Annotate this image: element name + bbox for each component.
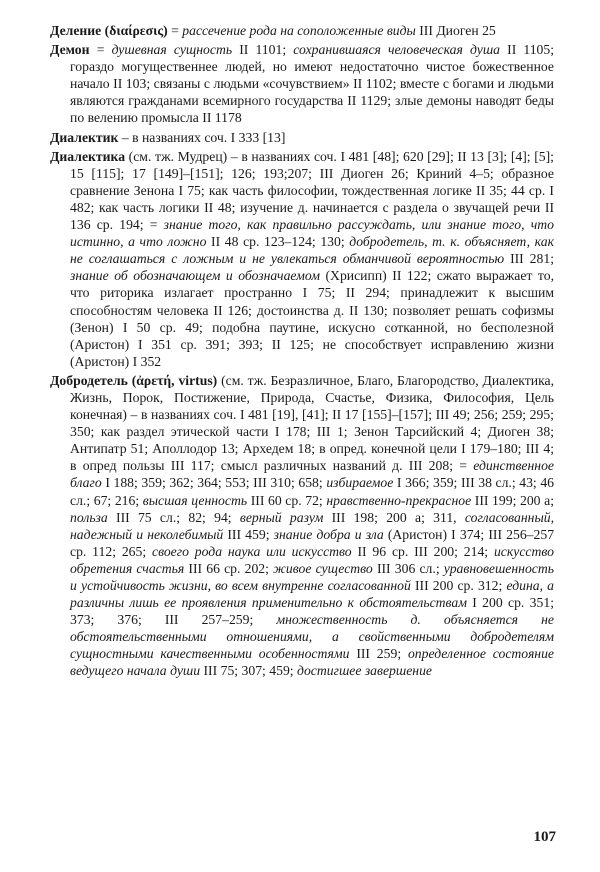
entry-text: III 198; 200 а; 311, — [331, 509, 457, 525]
entry-text: – в названиях соч. I 333 [13] — [121, 129, 286, 145]
entry-text: I 188; 359; 362; 364; 553; III 310; 658; — [105, 475, 323, 491]
entry-text: III Диоген 25 — [419, 23, 496, 38]
definition: достигшее завершение — [297, 663, 433, 679]
definition: верный разум — [239, 509, 324, 525]
entry-text: (Хрисипп) II 122; сжато выражает то, что риторика излагает пространно I 75; II 294; принадлежит к высшим способностям человека II 126; достоинства д. II 130; позволяет решать софизмы (Зенон) I 50 ср. 49; подобна паутине, искусно сотканной, но бесполезной (Аристон) I 351 ср. 391; 393; II 125; не способствует исправлению жизни (Аристон) I 352 — [70, 268, 554, 369]
definition: высшая ценность — [142, 492, 248, 508]
entry-text: III 75; 307; 459; — [203, 663, 294, 679]
entry-text: III 199; 200 а; — [474, 492, 555, 508]
entry-text: III 75 сл.; 82; 94; — [116, 509, 232, 525]
definition: сохранившаяся человеческая душа — [293, 42, 500, 58]
definition: согласованный, надежный и неколебимый — [70, 509, 554, 542]
definition: множественность д. объясняется не обстоятельственными отношениями, а свойственными добродетелям сущностными качественными особенностями — [70, 612, 554, 662]
entry-text: III 306 сл.; — [376, 560, 440, 576]
entry-demon — [50, 41, 554, 126]
entry-text: I 366; 359; III 38 сл.; 43; 46 сл.; 67; 216; — [70, 475, 555, 508]
definition: знание того, как правильно рассуждать, или знание того, что истинно, а что ложно — [70, 217, 555, 250]
definition: единственное благо — [70, 458, 554, 491]
headword: Деление (διαίρεσις) — [50, 23, 168, 38]
entry-delenie — [50, 22, 554, 39]
definition: едина, а различны лишь ее проявления применительно к обстоятельствам — [70, 578, 555, 611]
entry-text: II 1105; гораздо могущественнее людей, но имеют недостаточно чистое божественное начало II 103; связаны с людьми «сочувствием» II 1102; вместе с богами и людьми являются гражданами всемирного государства II 1129; злые демоны наводят беды по велению промысла II 1178 — [70, 42, 555, 126]
headword: Диалектик — [50, 129, 119, 145]
page-number: 107 — [533, 829, 556, 845]
entry-text: III 60 ср. 72; — [250, 492, 323, 508]
definition: искусство обретения счастья — [70, 543, 554, 576]
entry-dialektika — [50, 148, 554, 370]
entry-text: II 1101; — [239, 42, 287, 58]
entry-text: III 66 ср. 202; — [188, 560, 269, 576]
entry-text: III 200 ср. 312; — [414, 578, 503, 593]
definition: избираемое — [326, 475, 394, 491]
entry-dobrodetel — [50, 372, 554, 680]
definition: добродетель, т. к. объясняет, как не соглашаться с ложным и не увлекаться обманчивой вероятностью — [70, 234, 554, 267]
entry-text: (см. тж. Мудрец) – в названиях соч. I 481 [48]; 620 [29]; II 13 [3]; [4]; [5]; 15 [115]; 17 [149]–[151]; 126; 193;207; III Диоген 26; Криний 4–5; образное сравнение Зенона I 75; как часть философии, тождественная логике II 35; 44 ср. I 482; как часть логики II 48; изучение д. начинается с раздела о звучащей речи II 136 ср. 194; = — [70, 148, 554, 233]
definition: знание добра и зла — [273, 526, 384, 542]
definition: своего рода наука или искусство — [152, 543, 352, 559]
entry-text: III 281; — [510, 251, 555, 267]
glossary-text — [50, 22, 554, 682]
headword: Демон — [50, 42, 90, 58]
definition: знание об обозначающем и обозначаемом — [70, 268, 320, 284]
definition: определенное состояние ведущего начала души — [70, 646, 555, 679]
entry-text: II 48 ср. 123–124; 130; — [211, 234, 345, 250]
entry-text: = — [171, 23, 179, 38]
definition: душевная сущность — [111, 42, 233, 58]
entry-text: (см. тж. Безразличное, Благо, Благородство, Диалектика, Жизнь, Порок, Постижение, Природа, Счастье, Физика, Философия, Цель конечная) – в названиях соч. I 481 [19], [41]; II 17 [155]–[157]; III 49; 256; 259; 295; 350; как раздел этической части I 178; III 1; Зенон Тарсийский 4; Диоген 38; Антипатр 51; Аполлодор 13; Архедем 18; в опред. конечной цели I 179–180; III 4; в опред пользы III 117; смысл различных названий д. III 208; = — [70, 372, 555, 474]
entry-dialektik — [50, 129, 554, 146]
entry-text: III 259; — [356, 646, 402, 662]
entry-text: = — [96, 42, 105, 58]
entry-text: III 459; — [227, 526, 270, 542]
entry-text: (Аристон) I 374; III 256–257 ср. 112; 265; — [70, 526, 555, 559]
definition: рассечение рода на соположенные виды — [182, 23, 416, 38]
entry-text: I 200 ср. 351; 373; 376; III 257–259; — [70, 595, 555, 628]
headword: Добродетель (ἀρετή, virtus) — [50, 372, 218, 388]
definition: живое существо — [273, 560, 373, 576]
definition: уравновешенность и устойчивость жизни, во всем внутренне согласованной — [70, 560, 554, 593]
definition: польза — [70, 509, 108, 525]
entry-text: II 96 ср. III 200; 214; — [357, 543, 489, 559]
headword: Диалектика — [50, 148, 126, 164]
definition: нравственно-прекрасное — [326, 492, 472, 508]
